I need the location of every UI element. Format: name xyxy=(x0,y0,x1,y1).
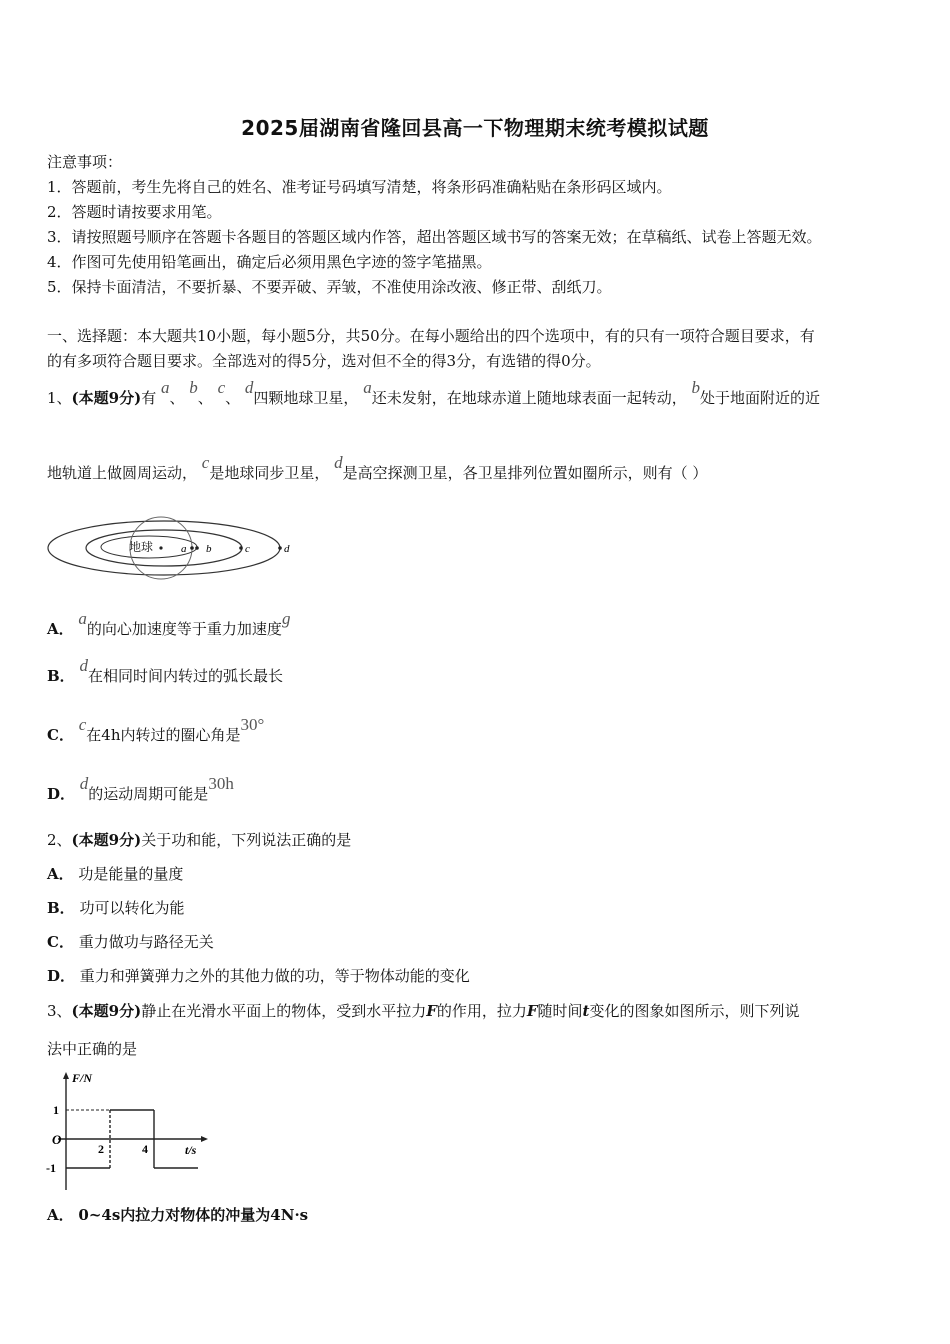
var-a: a xyxy=(160,378,170,397)
x-tick-label: 2 xyxy=(98,1142,104,1156)
sat-b-dot xyxy=(195,546,199,550)
q2-option-b: B． 功可以转化为能 xyxy=(47,899,185,917)
page-title: 2025届湖南省隆回县高一下物理期末统考模拟试题 xyxy=(241,116,709,140)
var-c: c xyxy=(201,453,210,472)
y-axis-label: F/N xyxy=(72,1071,93,1085)
q1-score: (本题9分) xyxy=(71,389,142,407)
q2-stem: 2、(本题9分)关于功和能，下列说法正确的是 xyxy=(47,831,352,849)
orbit-c xyxy=(86,530,242,566)
var-d: d xyxy=(334,453,343,472)
var-b: b xyxy=(691,378,701,397)
q3-stem-line2: 法中正确的是 xyxy=(47,1040,138,1058)
earth-center-dot xyxy=(159,546,162,549)
x-tick-label: 4 xyxy=(142,1142,148,1156)
notice-item-2: 2．答题时请按要求用笔。 xyxy=(47,203,222,221)
q1-stem-line1: 1、(本题9分)有 a、 b、 c、 d四颗地球卫星， a还未发射，在地球赤道上随地球表面一起转动， b处于地面附近的近 xyxy=(47,378,821,407)
x-axis-label: t/s xyxy=(185,1143,197,1157)
orbit-diagram xyxy=(44,515,304,585)
q2-option-c: C． 重力做功与路径无关 xyxy=(47,933,214,951)
y-tick-label: 1 xyxy=(53,1103,59,1117)
notice-item-5: 5．保持卡面清洁，不要折暴、不要弄破、弄皱，不准使用涂改液、修正带、刮纸刀。 xyxy=(47,278,612,296)
q1-option-b: B． d在相同时间内转过的弧长最长 xyxy=(47,656,283,685)
notice-item-4: 4．作图可先使用铅笔画出，确定后必须用黑色字迹的签字笔描黑。 xyxy=(47,253,492,271)
earth-label: 地球 xyxy=(129,540,154,554)
q3-stem-line1: 3、(本题9分)静止在光滑水平面上的物体，受到水平拉力F的作用，拉力F随时间t变化的图象如图所示，则下列说 xyxy=(47,1002,800,1020)
section-intro-line1: 一、选择题：本大题共10小题，每小题5分，共50分。在每小题给出的四个选项中，有的只有一项符合题目要求，有 xyxy=(47,327,815,345)
notice-item-3: 3．请按照题号顺序在答题卡各题目的答题区域内作答，超出答题区域书写的答案无效；在草稿纸、试卷上答题无效。 xyxy=(47,228,822,246)
origin-label: O xyxy=(52,1132,62,1147)
notice-heading: 注意事项： xyxy=(47,153,123,171)
sat-c-dot xyxy=(239,546,243,550)
sat-d-label: d xyxy=(284,543,290,555)
section-intro-line2: 的有多项符合题目要求。全部选对的得5分，选对但不全的得3分，有选错的得0分。 xyxy=(47,352,601,370)
q3-option-a: A． 0~4s内拉力对物体的冲量为4N·s xyxy=(47,1206,309,1224)
q2-option-d: D． 重力和弹簧弹力之外的其他力做的功，等于物体动能的变化 xyxy=(47,967,470,985)
x-axis-arrow xyxy=(201,1136,208,1142)
q1-number: 1、 xyxy=(47,389,72,407)
var-c: c xyxy=(217,378,226,397)
sat-b-label: b xyxy=(206,543,212,555)
var-a: a xyxy=(363,378,372,397)
var-d: d xyxy=(244,378,254,397)
sat-d-dot xyxy=(278,546,282,550)
q1-option-d: D． d的运动周期可能是30h xyxy=(47,774,234,803)
force-time-chart xyxy=(44,1068,214,1194)
q1-option-a: A． a的向心加速度等于重力加速度g xyxy=(47,609,291,638)
var-b: b xyxy=(189,378,198,397)
sat-a-dot xyxy=(190,546,194,550)
sat-a-label: a xyxy=(181,543,187,555)
notice-item-1: 1．答题前，考生先将自己的姓名、准考证号码填写清楚，将条形码准确粘贴在条形码区域内。 xyxy=(47,178,672,196)
q1-stem-line2: 地轨道上做圆周运动， c是地球同步卫星， d是高空探测卫星，各卫星排列位置如圈所示，则有（ ） xyxy=(47,453,708,482)
y-tick-label: -1 xyxy=(46,1161,56,1175)
q2-option-a: A． 功是能量的量度 xyxy=(47,865,184,883)
sat-c-label: c xyxy=(245,543,250,555)
q1-option-c: C． c在4h内转过的圈心角是30° xyxy=(47,715,265,744)
y-axis-arrow xyxy=(63,1072,69,1079)
